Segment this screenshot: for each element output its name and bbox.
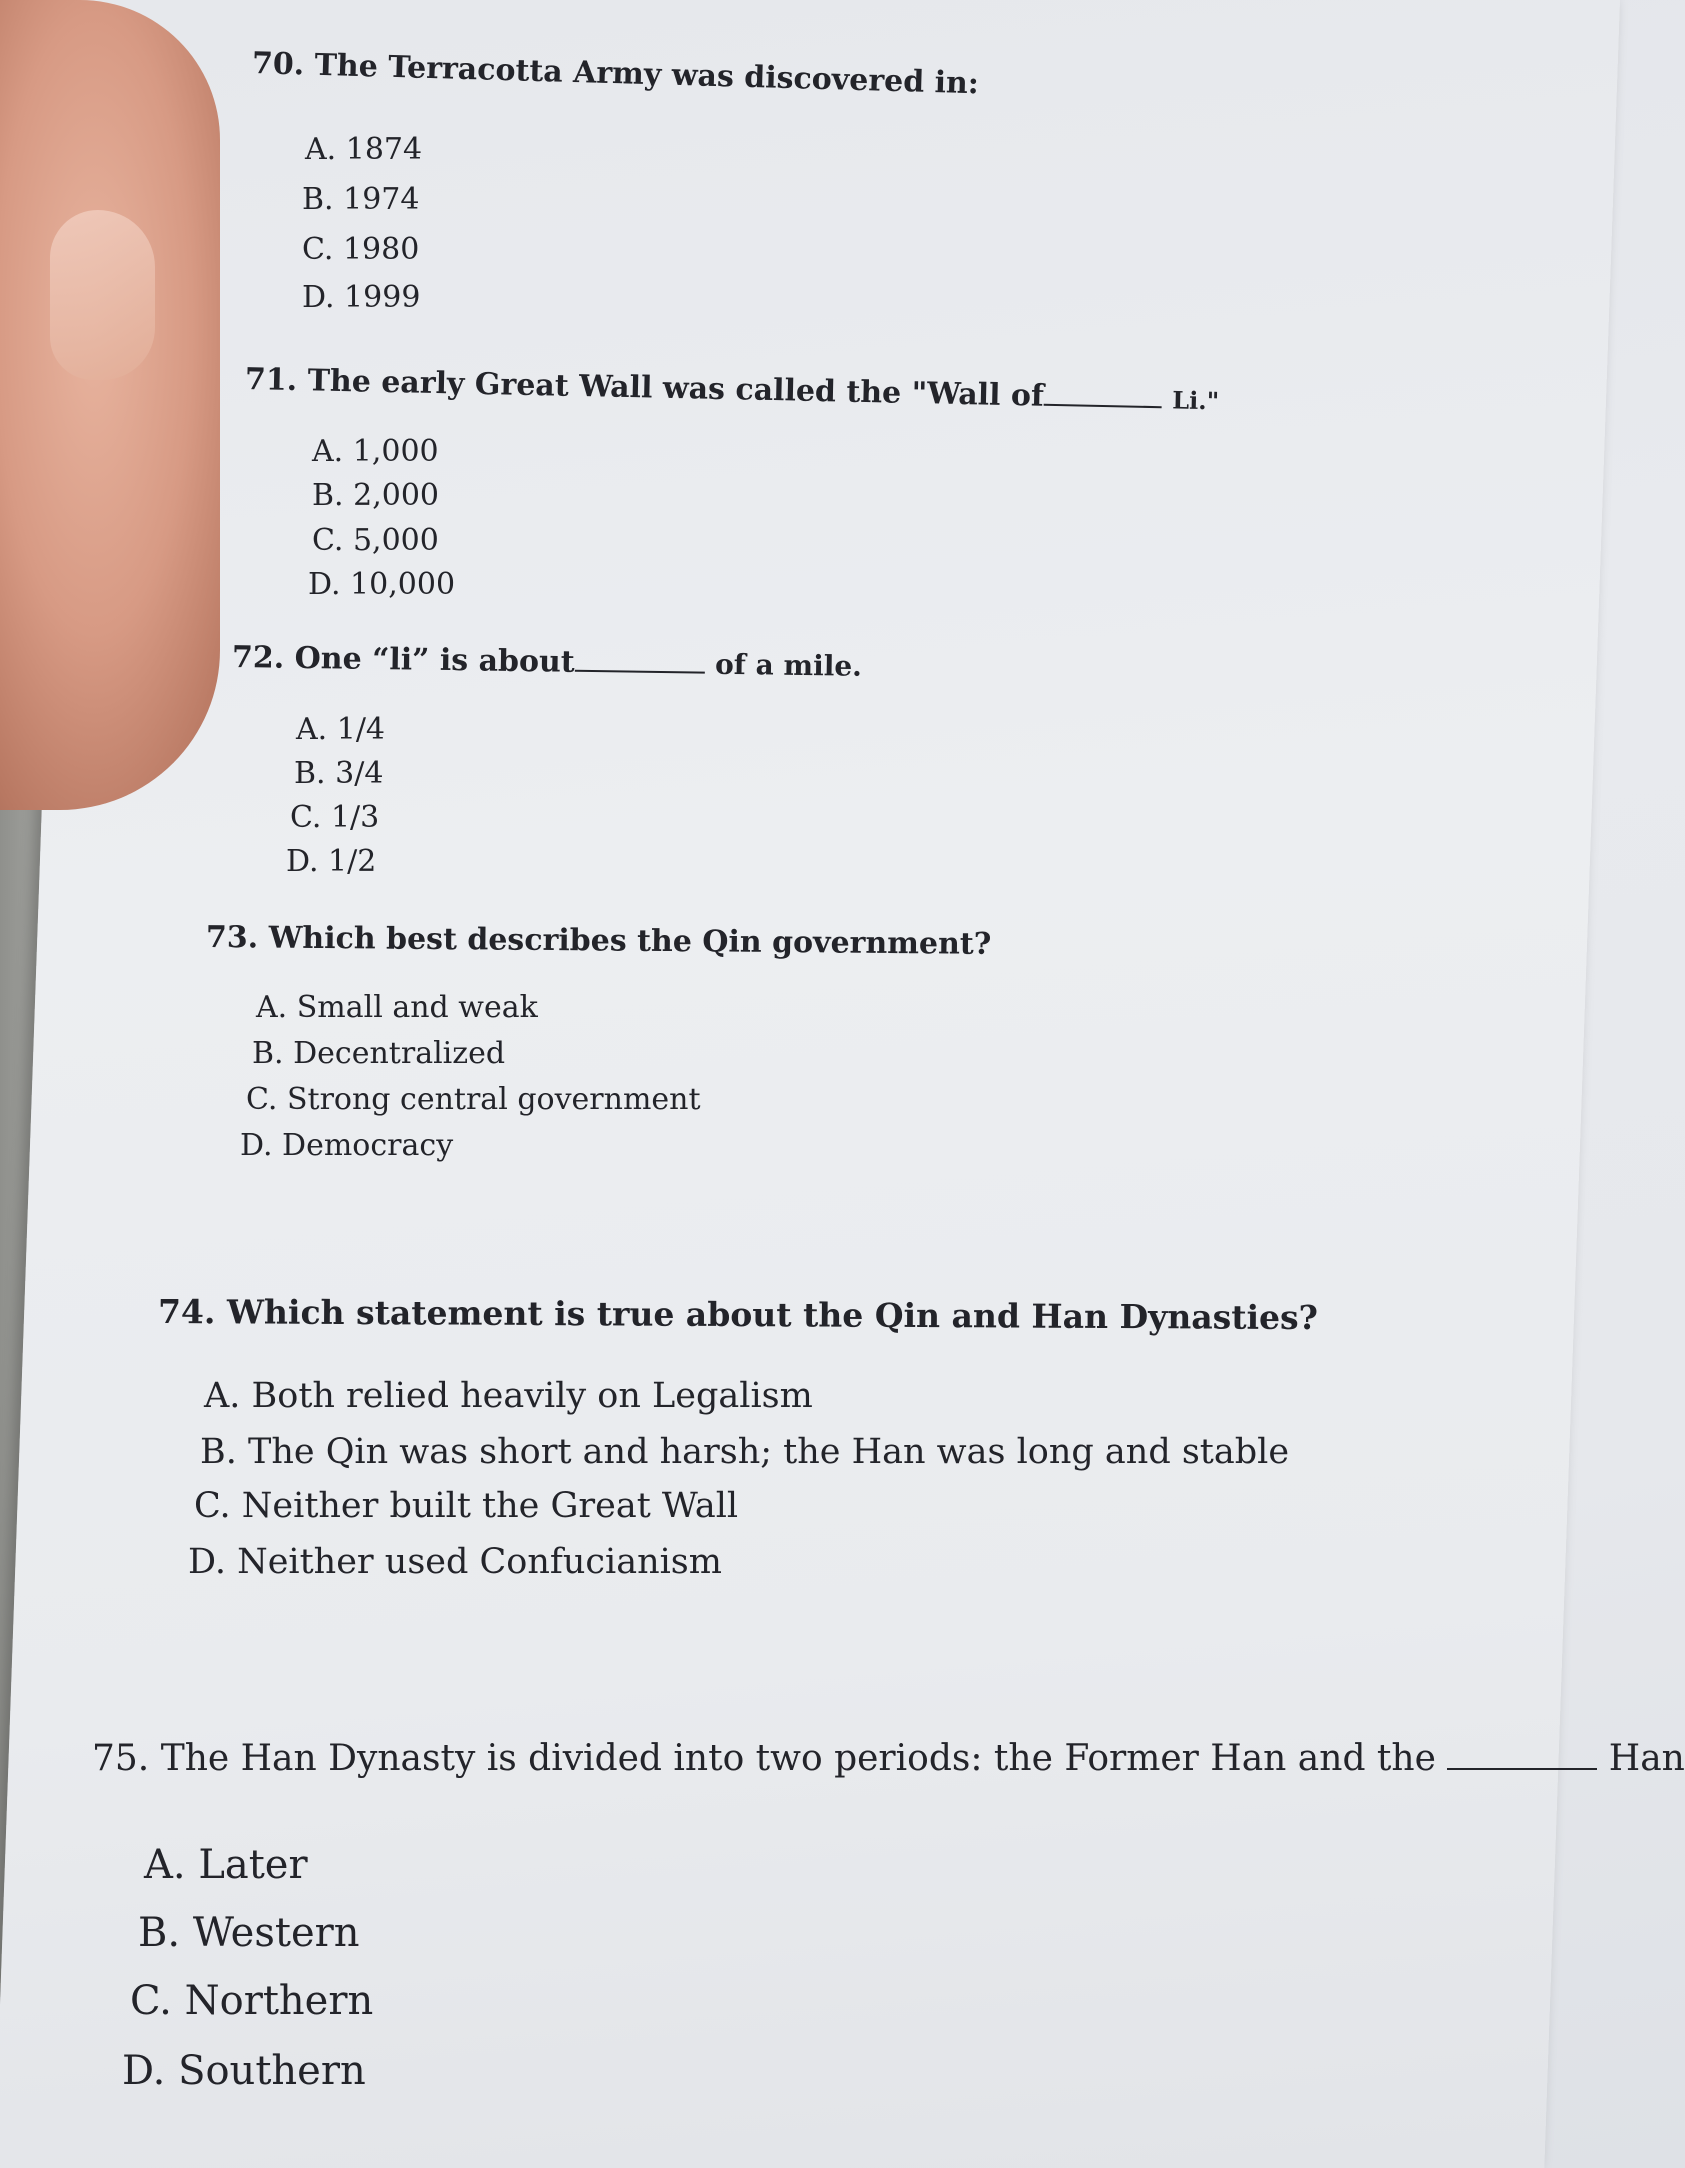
option-73-a: A. Small and weak xyxy=(256,990,538,1025)
option-71-d: D. 10,000 xyxy=(308,567,456,602)
question-number: 75. xyxy=(92,1738,150,1779)
option-75-a: A. Later xyxy=(144,1842,308,1888)
question-72 xyxy=(232,640,862,684)
option-72-c: C. 1/3 xyxy=(290,800,380,835)
option-70-d: D. 1999 xyxy=(302,280,421,315)
question-number: 73. xyxy=(205,920,259,956)
option-70-b: B. 1974 xyxy=(302,182,420,217)
option-72-b: B. 3/4 xyxy=(294,756,384,791)
answer-blank xyxy=(1044,404,1162,408)
option-75-d: D. Southern xyxy=(122,2048,366,2094)
option-74-d: D. Neither used Confucianism xyxy=(188,1542,722,1582)
option-73-c: C. Strong central government xyxy=(246,1082,701,1117)
holding-thumb xyxy=(0,0,220,810)
question-text: The Han Dynasty is divided into two periods: the Former Han and the xyxy=(160,1738,1436,1779)
question-number: 72. xyxy=(231,640,285,676)
answer-blank xyxy=(1447,1768,1597,1770)
question-71 xyxy=(245,362,1220,417)
option-73-d: D. Democracy xyxy=(240,1128,454,1163)
option-74-b: B. The Qin was short and harsh; the Han was long and stable xyxy=(200,1432,1290,1472)
thumbnail-highlight xyxy=(50,210,155,380)
question-text: Which statement is true about the Qin and Han Dynasties? xyxy=(226,1292,1319,1338)
option-72-a: A. 1/4 xyxy=(296,712,386,747)
option-71-b: B. 2,000 xyxy=(312,478,440,513)
question-text-end: Li." xyxy=(1171,385,1220,416)
option-73-b: B. Decentralized xyxy=(252,1036,506,1071)
option-71-c: C. 5,000 xyxy=(312,523,439,558)
question-text-end: Han xyxy=(1608,1738,1685,1779)
option-70-c: C. 1980 xyxy=(302,232,420,267)
question-text: One “li” is about xyxy=(294,640,575,680)
option-74-c: C. Neither built the Great Wall xyxy=(194,1486,739,1526)
question-text: The early Great Wall was called the "Wall of xyxy=(307,363,1045,414)
question-number: 70. xyxy=(251,46,305,83)
question-75 xyxy=(92,1738,1685,1779)
option-72-d: D. 1/2 xyxy=(286,844,377,879)
question-73 xyxy=(206,920,992,962)
question-number: 74. xyxy=(157,1292,216,1332)
question-text: The Terracotta Army was discovered in: xyxy=(314,47,980,102)
option-74-a: A. Both relied heavily on Legalism xyxy=(204,1376,813,1416)
option-70-a: A. 1874 xyxy=(305,132,423,167)
question-text-end: of a mile. xyxy=(714,647,863,683)
option-75-c: C. Northern xyxy=(130,1978,374,2024)
question-text: Which best describes the Qin government? xyxy=(268,920,992,962)
option-71-a: A. 1,000 xyxy=(312,434,439,469)
question-number: 71. xyxy=(244,362,298,399)
question-70 xyxy=(252,46,980,101)
answer-blank xyxy=(575,670,705,674)
question-74 xyxy=(158,1292,1318,1337)
option-75-b: B. Western xyxy=(138,1910,360,1956)
